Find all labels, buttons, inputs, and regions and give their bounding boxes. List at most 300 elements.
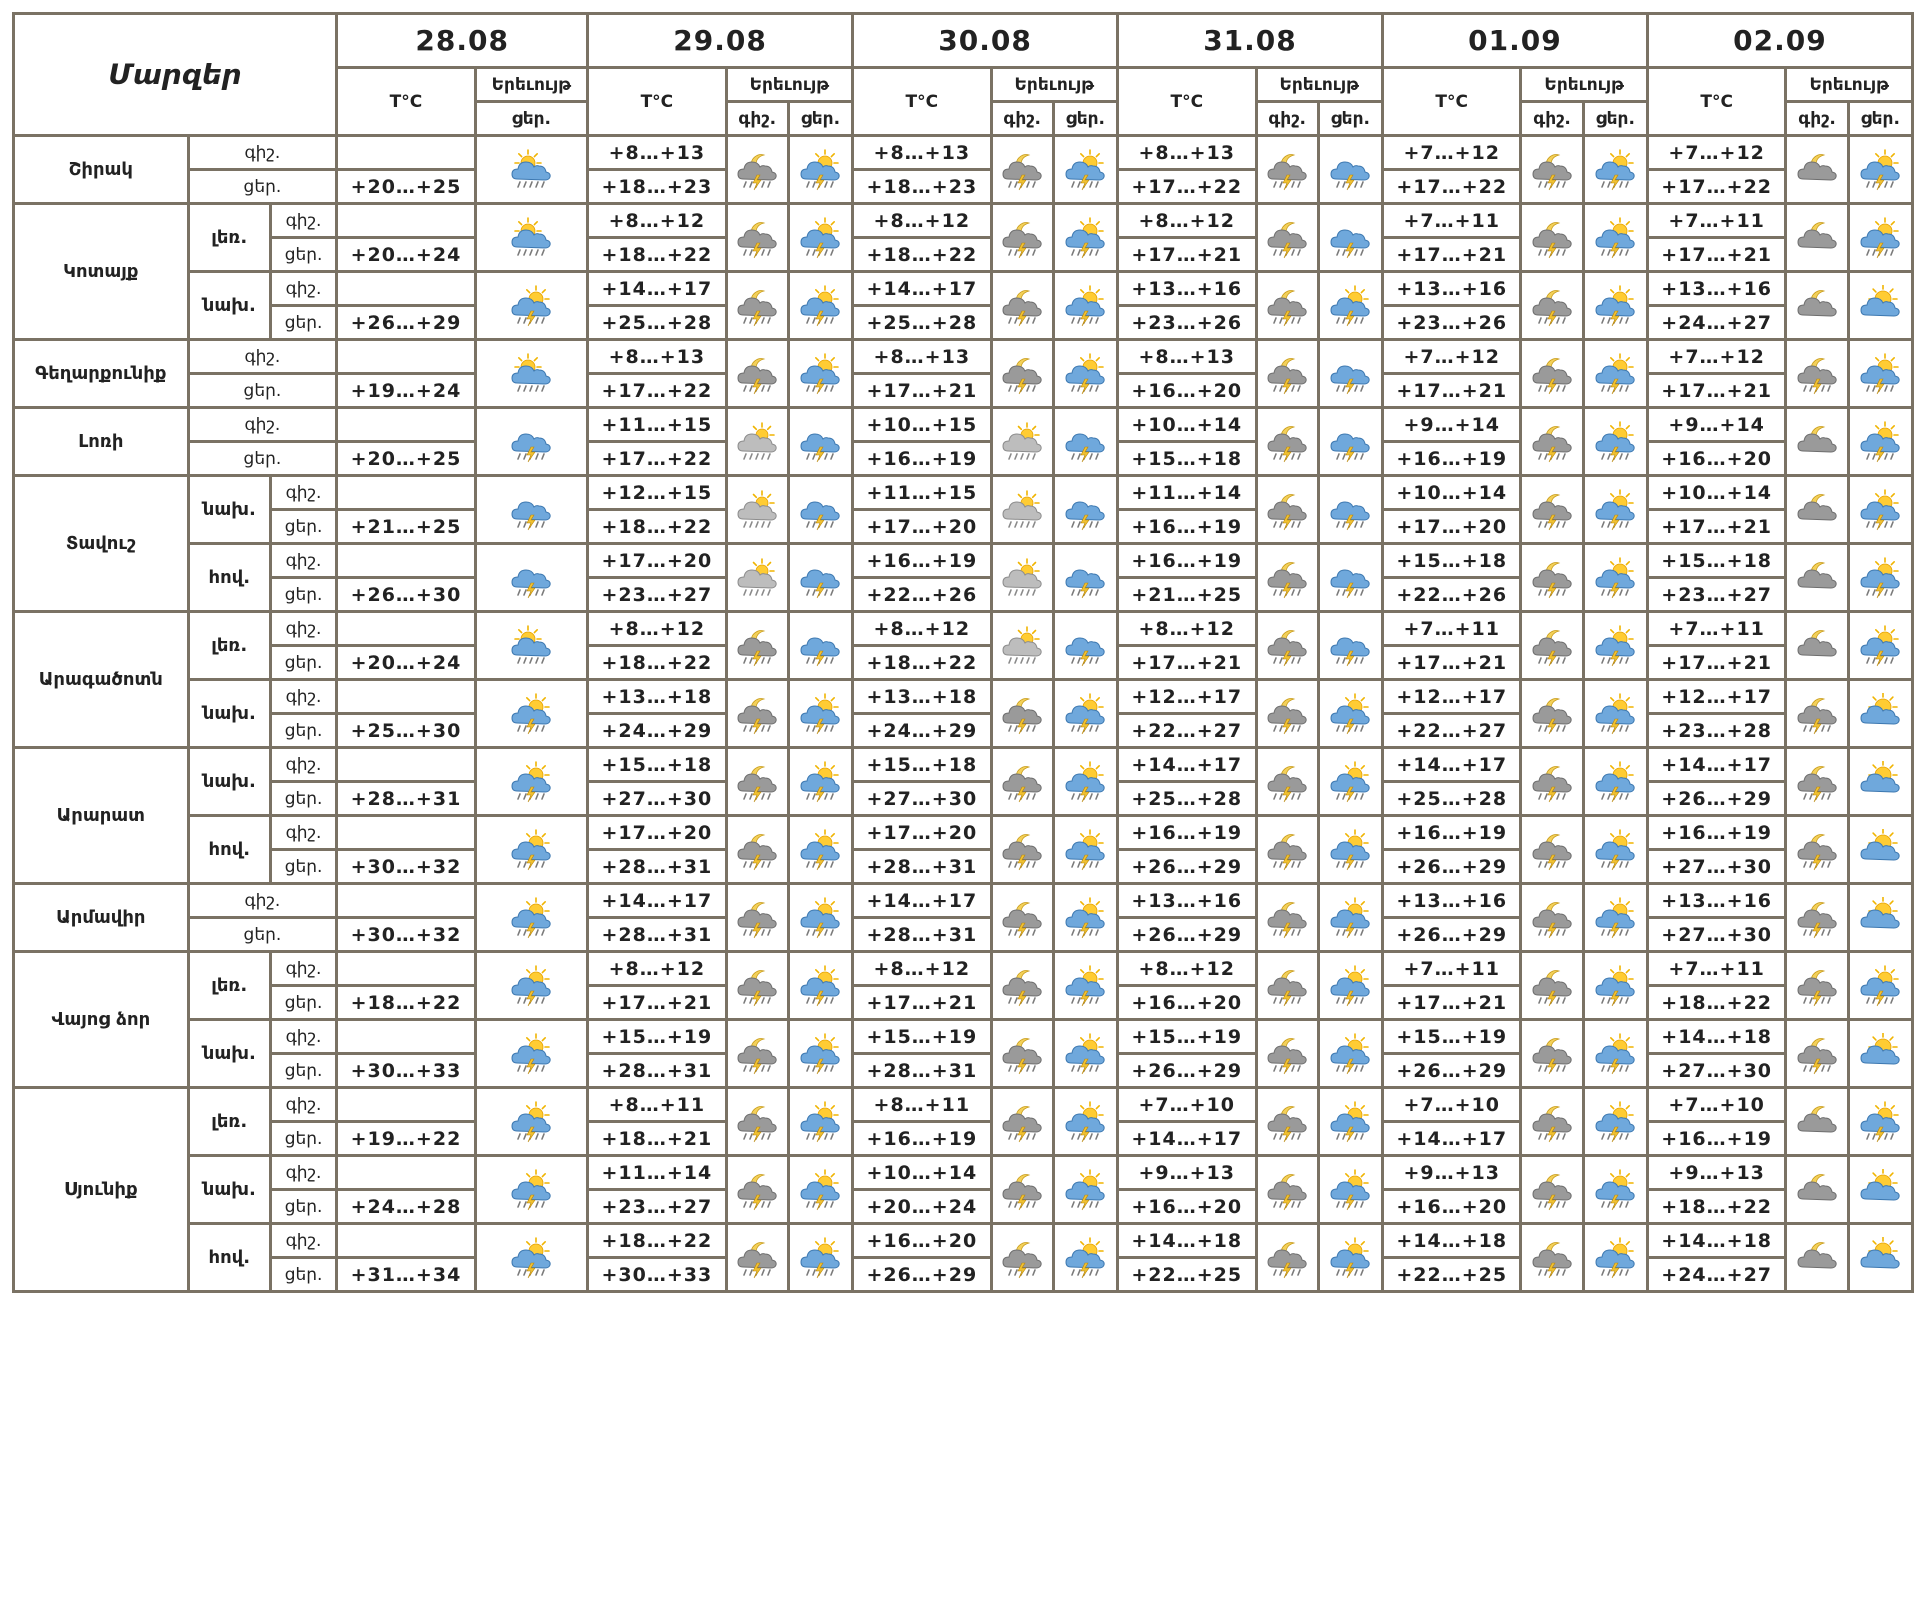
night-weather-cell bbox=[1786, 1156, 1848, 1224]
moon-cloud-storm-icon bbox=[734, 1237, 780, 1279]
cloud-rain-icon bbox=[1327, 149, 1373, 191]
sun-cloud-icon bbox=[1857, 761, 1903, 803]
day-temp: +25…+28 bbox=[1118, 782, 1257, 816]
day-header: ցեր. bbox=[1318, 102, 1382, 136]
day-temp: +23…+27 bbox=[588, 578, 727, 612]
night-weather-cell bbox=[1521, 1156, 1583, 1224]
sun-cloud-storm-icon bbox=[1592, 1237, 1638, 1279]
day-weather-cell bbox=[1583, 544, 1647, 612]
moon-cloud-icon bbox=[1794, 1101, 1840, 1143]
night-temp: +8…+12 bbox=[853, 204, 992, 238]
table-row bbox=[14, 204, 1913, 238]
day-weather-cell bbox=[788, 1156, 852, 1224]
night-temp: +14…+17 bbox=[853, 884, 992, 918]
moon-cloud-storm-icon bbox=[734, 693, 780, 735]
night-weather-cell bbox=[991, 952, 1053, 1020]
moon-cloud-storm-icon bbox=[1794, 829, 1840, 871]
day-temp: +17…+20 bbox=[1382, 510, 1521, 544]
day-temp: +17…+21 bbox=[1118, 238, 1257, 272]
sun-cloud-storm-icon bbox=[1062, 217, 1108, 259]
night-temp: +15…+19 bbox=[1118, 1020, 1257, 1054]
phenomena-header: Երեւույթ bbox=[1786, 68, 1913, 102]
day-weather-cell bbox=[1848, 1156, 1912, 1224]
day-weather-cell bbox=[1053, 884, 1117, 952]
day-temp: +26…+30 bbox=[337, 578, 476, 612]
night-weather-cell bbox=[1521, 1088, 1583, 1156]
moon-cloud-icon bbox=[1794, 557, 1840, 599]
day-weather-cell bbox=[1318, 1088, 1382, 1156]
table-row bbox=[14, 136, 1913, 170]
moon-cloud-storm-icon bbox=[1264, 1169, 1310, 1211]
table-row bbox=[14, 680, 1913, 714]
night-temp bbox=[337, 748, 476, 782]
day-temp: +28…+31 bbox=[588, 850, 727, 884]
night-temp: +10…+14 bbox=[1118, 408, 1257, 442]
night-weather-cell bbox=[1786, 1088, 1848, 1156]
day-weather-cell bbox=[1848, 748, 1912, 816]
moon-cloud-icon bbox=[1794, 1237, 1840, 1279]
night-temp: +16…+19 bbox=[1118, 816, 1257, 850]
day-temp: +28…+31 bbox=[337, 782, 476, 816]
night-temp: +8…+11 bbox=[588, 1088, 727, 1122]
night-temp bbox=[337, 884, 476, 918]
cloud-rain-icon bbox=[1062, 625, 1108, 667]
sun-cloud-storm-icon bbox=[1857, 149, 1903, 191]
sun-cloud-rain-icon bbox=[508, 149, 554, 191]
night-temp: +8…+12 bbox=[853, 612, 992, 646]
zone-name: լեռ. bbox=[188, 612, 270, 680]
region-name: Սյունիք bbox=[14, 1088, 189, 1292]
moon-cloud-storm-icon bbox=[734, 829, 780, 871]
night-header: գիշ. bbox=[726, 102, 788, 136]
night-weather-cell bbox=[991, 544, 1053, 612]
day-temp: +20…+24 bbox=[337, 238, 476, 272]
grey-cloud-rain-icon bbox=[734, 557, 780, 599]
sun-cloud-storm-icon bbox=[1062, 761, 1108, 803]
zone-name: նախ. bbox=[188, 1156, 270, 1224]
night-temp: +13…+16 bbox=[1382, 272, 1521, 306]
day-label: ցեր. bbox=[188, 170, 337, 204]
sun-cloud-storm-icon bbox=[1327, 965, 1373, 1007]
day-temp: +17…+20 bbox=[853, 510, 992, 544]
day-temp: +18…+22 bbox=[1647, 1190, 1786, 1224]
region-name: Արարատ bbox=[14, 748, 189, 884]
night-temp: +8…+12 bbox=[588, 952, 727, 986]
sun-cloud-icon bbox=[1857, 1033, 1903, 1075]
night-label: գիշ. bbox=[270, 816, 336, 850]
table-row bbox=[14, 544, 1913, 578]
sun-cloud-storm-icon bbox=[508, 829, 554, 871]
night-weather-cell bbox=[1256, 1156, 1318, 1224]
sun-cloud-storm-icon bbox=[797, 1033, 843, 1075]
day-weather-cell bbox=[1318, 816, 1382, 884]
night-temp: +7…+11 bbox=[1382, 952, 1521, 986]
day-temp: +26…+29 bbox=[1118, 1054, 1257, 1088]
day-label: ցեր. bbox=[270, 782, 336, 816]
cloud-rain-icon bbox=[1327, 217, 1373, 259]
cloud-rain-icon bbox=[797, 489, 843, 531]
night-temp: +7…+10 bbox=[1382, 1088, 1521, 1122]
grey-cloud-rain-icon bbox=[734, 489, 780, 531]
day-weather-cell bbox=[788, 340, 852, 408]
day-label: ցեր. bbox=[270, 986, 336, 1020]
night-weather-cell bbox=[991, 476, 1053, 544]
sun-cloud-storm-icon bbox=[1857, 353, 1903, 395]
night-weather-cell bbox=[1521, 204, 1583, 272]
night-temp: +10…+14 bbox=[853, 1156, 992, 1190]
day-weather-cell bbox=[1053, 544, 1117, 612]
sun-cloud-storm-icon bbox=[1592, 557, 1638, 599]
table-row bbox=[14, 272, 1913, 306]
day-weather-cell bbox=[1848, 816, 1912, 884]
cloud-rain-icon bbox=[1327, 557, 1373, 599]
day-temp: +20…+24 bbox=[853, 1190, 992, 1224]
night-weather-cell bbox=[991, 408, 1053, 476]
day-temp: +17…+21 bbox=[1647, 238, 1786, 272]
day-weather-cell bbox=[1318, 1156, 1382, 1224]
night-temp: +15…+18 bbox=[1382, 544, 1521, 578]
day-weather-cell bbox=[1053, 816, 1117, 884]
night-weather-cell bbox=[726, 1020, 788, 1088]
night-temp: +8…+13 bbox=[853, 136, 992, 170]
night-weather-cell bbox=[726, 748, 788, 816]
day-label: ցեր. bbox=[270, 306, 336, 340]
day-temp: +22…+27 bbox=[1118, 714, 1257, 748]
day-temp: +17…+21 bbox=[1647, 646, 1786, 680]
night-temp: +13…+16 bbox=[1118, 272, 1257, 306]
night-weather-cell bbox=[726, 680, 788, 748]
day-temp: +16…+20 bbox=[1118, 986, 1257, 1020]
day-weather-cell bbox=[1053, 476, 1117, 544]
night-label: գիշ. bbox=[270, 272, 336, 306]
night-weather-cell bbox=[1521, 680, 1583, 748]
day-temp: +19…+22 bbox=[337, 1122, 476, 1156]
day-weather-cell bbox=[1318, 1224, 1382, 1292]
night-label: գիշ. bbox=[270, 748, 336, 782]
moon-cloud-icon bbox=[1794, 625, 1840, 667]
table-row bbox=[14, 476, 1913, 510]
day-temp: +22…+27 bbox=[1382, 714, 1521, 748]
phenomena-header: Երեւույթ bbox=[475, 68, 587, 102]
day-label: ցեր. bbox=[270, 1122, 336, 1156]
sun-cloud-storm-icon bbox=[1592, 965, 1638, 1007]
day-weather-cell bbox=[1848, 544, 1912, 612]
night-label: գիշ. bbox=[270, 1088, 336, 1122]
night-weather-cell bbox=[1256, 612, 1318, 680]
table-header bbox=[14, 14, 1913, 136]
day-weather-cell bbox=[475, 272, 587, 340]
region-name: Արմավիր bbox=[14, 884, 189, 952]
moon-cloud-storm-icon bbox=[1529, 693, 1575, 735]
night-weather-cell bbox=[726, 136, 788, 204]
day-weather-cell bbox=[1053, 340, 1117, 408]
day-weather-cell bbox=[788, 816, 852, 884]
sun-cloud-storm-icon bbox=[1592, 1101, 1638, 1143]
night-temp bbox=[337, 544, 476, 578]
night-temp: +11…+15 bbox=[853, 476, 992, 510]
night-temp: +7…+11 bbox=[1647, 952, 1786, 986]
day-weather-cell bbox=[788, 1224, 852, 1292]
moon-cloud-storm-icon bbox=[1794, 353, 1840, 395]
sun-cloud-storm-icon bbox=[797, 1101, 843, 1143]
night-temp: +8…+12 bbox=[1118, 612, 1257, 646]
day-temp: +30…+32 bbox=[337, 850, 476, 884]
sun-cloud-storm-icon bbox=[508, 761, 554, 803]
night-temp: +14…+17 bbox=[1647, 748, 1786, 782]
day-weather-cell bbox=[1318, 1020, 1382, 1088]
day-weather-cell bbox=[1053, 272, 1117, 340]
night-temp bbox=[337, 1088, 476, 1122]
moon-cloud-storm-icon bbox=[1529, 353, 1575, 395]
day-weather-cell bbox=[1583, 1088, 1647, 1156]
day-temp: +16…+19 bbox=[1647, 1122, 1786, 1156]
day-weather-cell bbox=[1053, 952, 1117, 1020]
moon-cloud-storm-icon bbox=[1264, 217, 1310, 259]
night-weather-cell bbox=[1521, 476, 1583, 544]
sun-cloud-storm-icon bbox=[1327, 1033, 1373, 1075]
night-label: գիշ. bbox=[270, 680, 336, 714]
day-weather-cell bbox=[475, 1020, 587, 1088]
day-temp: +17…+21 bbox=[1118, 646, 1257, 680]
moon-cloud-storm-icon bbox=[1794, 1033, 1840, 1075]
night-temp: +15…+19 bbox=[853, 1020, 992, 1054]
date-header: 30.08 bbox=[853, 14, 1118, 68]
moon-cloud-storm-icon bbox=[1264, 1237, 1310, 1279]
day-temp: +14…+17 bbox=[1118, 1122, 1257, 1156]
sun-cloud-storm-icon bbox=[797, 1169, 843, 1211]
night-temp: +8…+13 bbox=[588, 136, 727, 170]
day-temp: +30…+33 bbox=[588, 1258, 727, 1292]
day-temp: +28…+31 bbox=[588, 918, 727, 952]
day-header: ցեր. bbox=[1848, 102, 1912, 136]
night-temp bbox=[337, 136, 476, 170]
day-temp: +18…+22 bbox=[853, 238, 992, 272]
night-temp: +7…+10 bbox=[1118, 1088, 1257, 1122]
night-temp: +12…+15 bbox=[588, 476, 727, 510]
night-weather-cell bbox=[991, 1224, 1053, 1292]
night-temp bbox=[337, 1156, 476, 1190]
night-weather-cell bbox=[1256, 136, 1318, 204]
day-weather-cell bbox=[788, 408, 852, 476]
night-label: գիշ. bbox=[270, 1156, 336, 1190]
night-temp: +15…+19 bbox=[1382, 1020, 1521, 1054]
temp-header: T°C bbox=[853, 68, 992, 136]
sun-cloud-storm-icon bbox=[1592, 489, 1638, 531]
sun-cloud-storm-icon bbox=[1857, 489, 1903, 531]
night-weather-cell bbox=[726, 340, 788, 408]
night-temp: +13…+16 bbox=[1382, 884, 1521, 918]
night-weather-cell bbox=[991, 136, 1053, 204]
night-temp: +14…+17 bbox=[1382, 748, 1521, 782]
day-temp: +28…+31 bbox=[853, 1054, 992, 1088]
moon-cloud-storm-icon bbox=[1529, 557, 1575, 599]
night-weather-cell bbox=[1521, 136, 1583, 204]
date-header: 01.09 bbox=[1382, 14, 1647, 68]
night-temp: +8…+12 bbox=[588, 612, 727, 646]
moon-cloud-storm-icon bbox=[734, 149, 780, 191]
night-temp bbox=[337, 1224, 476, 1258]
night-temp: +14…+17 bbox=[853, 272, 992, 306]
night-temp: +15…+18 bbox=[588, 748, 727, 782]
night-temp: +11…+14 bbox=[588, 1156, 727, 1190]
night-weather-cell bbox=[1256, 544, 1318, 612]
day-weather-cell bbox=[1318, 272, 1382, 340]
day-temp: +17…+21 bbox=[1647, 510, 1786, 544]
day-label: ցեր. bbox=[270, 510, 336, 544]
night-label: գիշ. bbox=[270, 204, 336, 238]
sun-cloud-storm-icon bbox=[508, 965, 554, 1007]
zone-name: նախ. bbox=[188, 272, 270, 340]
moon-cloud-storm-icon bbox=[999, 693, 1045, 735]
night-temp bbox=[337, 204, 476, 238]
day-weather-cell bbox=[788, 952, 852, 1020]
day-weather-cell bbox=[1583, 884, 1647, 952]
night-label: գիշ. bbox=[270, 476, 336, 510]
night-temp: +13…+18 bbox=[853, 680, 992, 714]
moon-cloud-storm-icon bbox=[999, 1169, 1045, 1211]
moon-cloud-storm-icon bbox=[1264, 285, 1310, 327]
night-weather-cell bbox=[991, 272, 1053, 340]
day-temp: +23…+27 bbox=[1647, 578, 1786, 612]
day-temp: +18…+22 bbox=[588, 238, 727, 272]
cloud-rain-icon bbox=[508, 421, 554, 463]
cloud-rain-icon bbox=[1062, 421, 1108, 463]
sun-cloud-icon bbox=[1857, 693, 1903, 735]
grey-cloud-rain-icon bbox=[999, 421, 1045, 463]
sun-cloud-storm-icon bbox=[1062, 1237, 1108, 1279]
day-temp: +17…+22 bbox=[588, 442, 727, 476]
day-temp: +24…+29 bbox=[588, 714, 727, 748]
day-label: ցեր. bbox=[188, 442, 337, 476]
night-weather-cell bbox=[1786, 884, 1848, 952]
sun-cloud-storm-icon bbox=[1857, 217, 1903, 259]
day-temp: +17…+21 bbox=[1382, 374, 1521, 408]
day-weather-cell bbox=[1053, 408, 1117, 476]
sun-cloud-storm-icon bbox=[1062, 1033, 1108, 1075]
day-weather-cell bbox=[1318, 748, 1382, 816]
zone-name: նախ. bbox=[188, 476, 270, 544]
day-temp: +22…+26 bbox=[853, 578, 992, 612]
date-header: 02.09 bbox=[1647, 14, 1912, 68]
phenomena-header: Երեւույթ bbox=[726, 68, 852, 102]
night-weather-cell bbox=[1786, 136, 1848, 204]
moon-cloud-storm-icon bbox=[1529, 625, 1575, 667]
day-weather-cell bbox=[1583, 1156, 1647, 1224]
night-weather-cell bbox=[991, 884, 1053, 952]
night-temp: +8…+12 bbox=[1118, 952, 1257, 986]
day-temp: +31…+34 bbox=[337, 1258, 476, 1292]
sun-cloud-storm-icon bbox=[797, 761, 843, 803]
night-temp: +16…+19 bbox=[1382, 816, 1521, 850]
day-weather-cell bbox=[475, 476, 587, 544]
night-temp: +10…+15 bbox=[853, 408, 992, 442]
day-temp: +30…+32 bbox=[337, 918, 476, 952]
moon-cloud-storm-icon bbox=[1264, 693, 1310, 735]
day-weather-cell bbox=[1848, 884, 1912, 952]
day-temp: +18…+22 bbox=[853, 646, 992, 680]
day-temp: +20…+25 bbox=[337, 442, 476, 476]
night-temp: +13…+18 bbox=[588, 680, 727, 714]
sun-cloud-storm-icon bbox=[1327, 693, 1373, 735]
night-temp: +7…+10 bbox=[1647, 1088, 1786, 1122]
day-weather-cell bbox=[1053, 680, 1117, 748]
table-row bbox=[14, 1156, 1913, 1190]
night-weather-cell bbox=[1786, 204, 1848, 272]
night-weather-cell bbox=[1256, 340, 1318, 408]
night-weather-cell bbox=[726, 952, 788, 1020]
sun-cloud-storm-icon bbox=[1062, 285, 1108, 327]
sun-cloud-storm-icon bbox=[1062, 1169, 1108, 1211]
day-weather-cell bbox=[475, 680, 587, 748]
zone-name: նախ. bbox=[188, 748, 270, 816]
day-weather-cell bbox=[1848, 408, 1912, 476]
temp-header: T°C bbox=[1382, 68, 1521, 136]
sun-cloud-storm-icon bbox=[1592, 897, 1638, 939]
day-temp: +14…+17 bbox=[1382, 1122, 1521, 1156]
moon-cloud-storm-icon bbox=[999, 1101, 1045, 1143]
sun-cloud-storm-icon bbox=[1062, 149, 1108, 191]
day-temp: +16…+19 bbox=[1118, 510, 1257, 544]
night-temp: +9…+13 bbox=[1118, 1156, 1257, 1190]
night-temp: +16…+19 bbox=[1647, 816, 1786, 850]
night-temp: +11…+14 bbox=[1118, 476, 1257, 510]
night-weather-cell bbox=[1786, 476, 1848, 544]
day-weather-cell bbox=[1053, 1088, 1117, 1156]
day-temp: +17…+22 bbox=[1647, 170, 1786, 204]
day-temp: +16…+20 bbox=[1647, 442, 1786, 476]
day-weather-cell bbox=[1583, 204, 1647, 272]
night-label: գիշ. bbox=[270, 612, 336, 646]
night-temp: +18…+22 bbox=[588, 1224, 727, 1258]
sun-cloud-storm-icon bbox=[1327, 1237, 1373, 1279]
moon-cloud-storm-icon bbox=[734, 625, 780, 667]
day-weather-cell bbox=[1848, 952, 1912, 1020]
day-weather-cell bbox=[1848, 680, 1912, 748]
night-temp: +7…+12 bbox=[1647, 340, 1786, 374]
sun-cloud-storm-icon bbox=[1062, 693, 1108, 735]
sun-cloud-storm-icon bbox=[1857, 421, 1903, 463]
day-temp: +20…+25 bbox=[337, 170, 476, 204]
moon-cloud-storm-icon bbox=[1529, 489, 1575, 531]
day-weather-cell bbox=[1848, 272, 1912, 340]
night-header: գիշ. bbox=[1256, 102, 1318, 136]
moon-cloud-storm-icon bbox=[999, 149, 1045, 191]
night-temp: +8…+13 bbox=[588, 340, 727, 374]
night-weather-cell bbox=[991, 748, 1053, 816]
moon-cloud-storm-icon bbox=[1264, 353, 1310, 395]
night-temp: +16…+20 bbox=[853, 1224, 992, 1258]
night-temp: +12…+17 bbox=[1382, 680, 1521, 714]
day-temp: +20…+24 bbox=[337, 646, 476, 680]
moon-cloud-storm-icon bbox=[1529, 897, 1575, 939]
day-weather-cell bbox=[475, 1088, 587, 1156]
day-temp: +17…+21 bbox=[853, 374, 992, 408]
day-weather-cell bbox=[475, 340, 587, 408]
day-temp: +21…+25 bbox=[1118, 578, 1257, 612]
night-label: գիշ. bbox=[270, 544, 336, 578]
sun-cloud-icon bbox=[1857, 829, 1903, 871]
night-weather-cell bbox=[1521, 816, 1583, 884]
night-weather-cell bbox=[1521, 544, 1583, 612]
night-temp: +15…+18 bbox=[1647, 544, 1786, 578]
day-temp: +15…+18 bbox=[1118, 442, 1257, 476]
day-temp: +25…+28 bbox=[1382, 782, 1521, 816]
temp-header: T°C bbox=[588, 68, 727, 136]
night-temp: +7…+11 bbox=[1647, 204, 1786, 238]
night-temp bbox=[337, 816, 476, 850]
cloud-rain-icon bbox=[797, 421, 843, 463]
day-weather-cell bbox=[788, 680, 852, 748]
